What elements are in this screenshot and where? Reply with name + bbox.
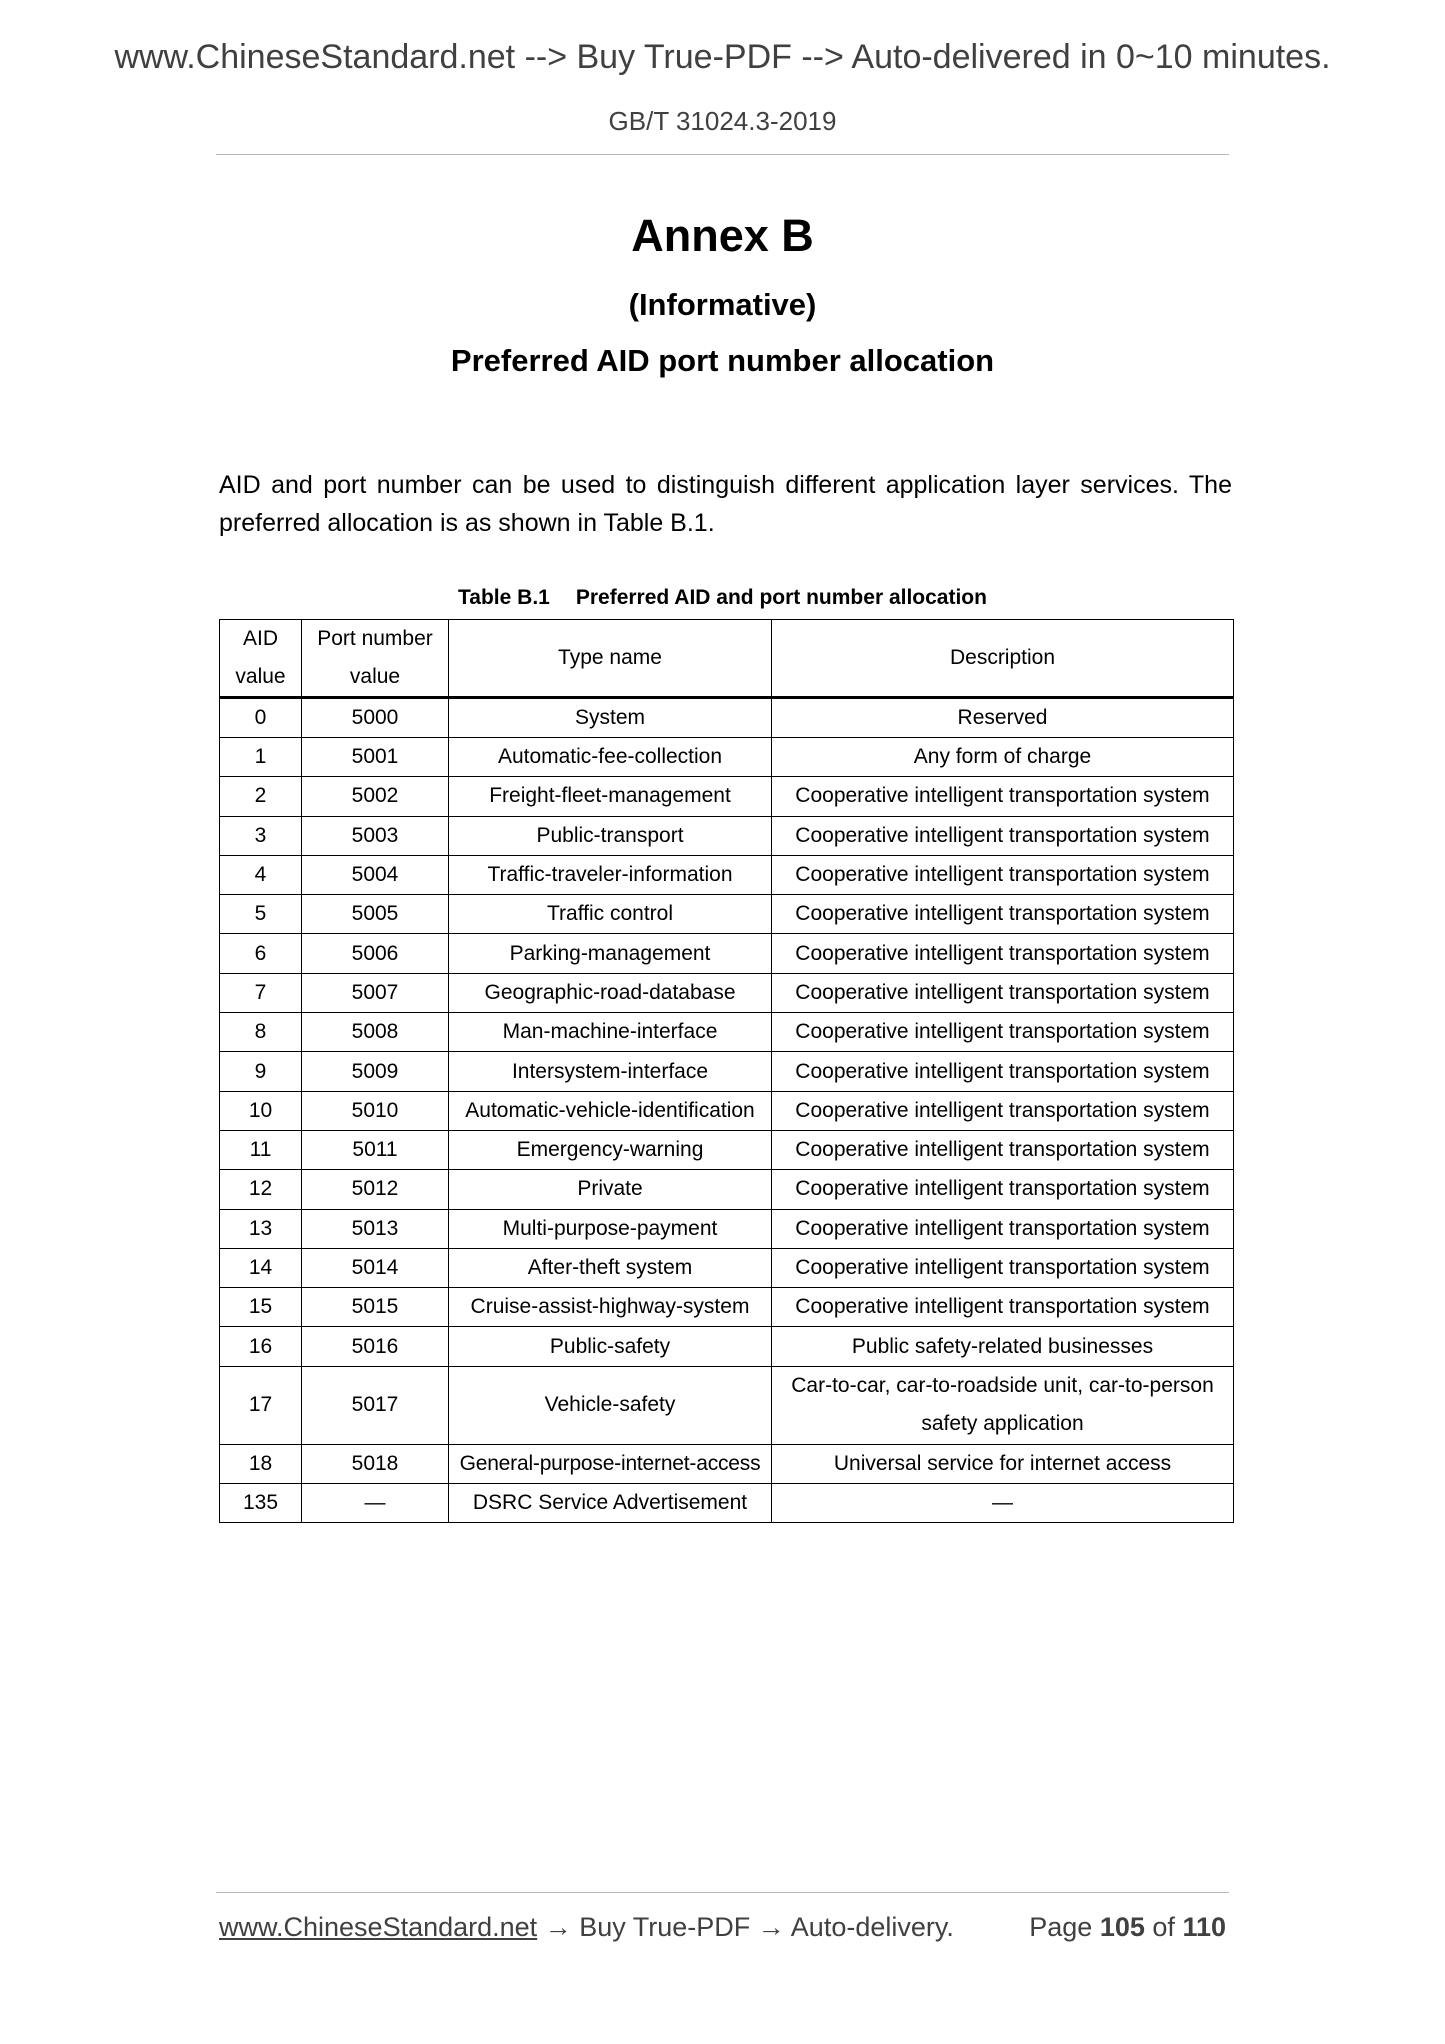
type-cell: Intersystem-interface bbox=[449, 1052, 772, 1091]
aid-cell: 16 bbox=[220, 1327, 302, 1366]
annex-heading: Preferred AID port number allocation bbox=[450, 343, 995, 378]
table-row bbox=[220, 1013, 1234, 1052]
header-port: Port number value bbox=[302, 620, 449, 698]
port-cell: 5005 bbox=[302, 895, 449, 934]
aid-cell: 13 bbox=[220, 1209, 302, 1248]
top-banner: www.ChineseStandard.net --> Buy True-PDF --> Auto-delivered in 0~10 minutes. bbox=[114, 38, 1331, 76]
aid-cell: 15 bbox=[220, 1288, 302, 1327]
port-cell: 5017 bbox=[302, 1366, 449, 1444]
table-row bbox=[220, 1366, 1234, 1444]
header-aid: AID value bbox=[220, 620, 302, 698]
aid-cell: 0 bbox=[220, 698, 302, 738]
table-row bbox=[220, 1484, 1234, 1523]
port-cell: 5006 bbox=[302, 934, 449, 973]
description-cell: Reserved bbox=[772, 698, 1234, 738]
port-cell: — bbox=[302, 1484, 449, 1523]
arrow-right-icon: → bbox=[544, 1912, 572, 1942]
description-cell: Cooperative intelligent transportation system bbox=[772, 777, 1234, 816]
port-cell: 5007 bbox=[302, 973, 449, 1012]
port-cell: 5010 bbox=[302, 1091, 449, 1130]
aid-cell: 2 bbox=[220, 777, 302, 816]
type-cell: Man-machine-interface bbox=[449, 1013, 772, 1052]
description-cell: Universal service for internet access bbox=[772, 1444, 1234, 1483]
description-cell: Cooperative intelligent transportation system bbox=[772, 895, 1234, 934]
table-row bbox=[220, 1091, 1234, 1130]
description-cell: Any form of charge bbox=[772, 738, 1234, 777]
table-row bbox=[220, 816, 1234, 855]
table-row bbox=[220, 1170, 1234, 1209]
annex-subtitle: (Informative) bbox=[628, 287, 817, 322]
type-cell: Automatic-fee-collection bbox=[449, 738, 772, 777]
table-caption-number: Table B.1 bbox=[458, 586, 550, 609]
aid-cell: 12 bbox=[220, 1170, 302, 1209]
type-cell: Geographic-road-database bbox=[449, 973, 772, 1012]
port-cell: 5004 bbox=[302, 855, 449, 894]
aid-cell: 7 bbox=[220, 973, 302, 1012]
table-row bbox=[220, 738, 1234, 777]
table-row bbox=[220, 855, 1234, 894]
type-cell: Parking-management bbox=[449, 934, 772, 973]
aid-cell: 10 bbox=[220, 1091, 302, 1130]
description-cell: Cooperative intelligent transportation system bbox=[772, 1130, 1234, 1169]
port-cell: 5012 bbox=[302, 1170, 449, 1209]
type-cell: Automatic-vehicle-identification bbox=[449, 1091, 772, 1130]
table-row bbox=[220, 777, 1234, 816]
table-row bbox=[220, 895, 1234, 934]
port-cell: 5002 bbox=[302, 777, 449, 816]
aid-cell: 8 bbox=[220, 1013, 302, 1052]
aid-cell: 9 bbox=[220, 1052, 302, 1091]
type-cell: Private bbox=[449, 1170, 772, 1209]
aid-cell: 17 bbox=[220, 1366, 302, 1444]
arrow-right-icon: → bbox=[757, 1912, 785, 1942]
intro-paragraph: AID and port number can be used to distinguish different application layer services. The preferred allocation is as shown in Table B.1. bbox=[219, 471, 1232, 537]
table-row bbox=[220, 1327, 1234, 1366]
port-cell: 5015 bbox=[302, 1288, 449, 1327]
of-label: of bbox=[1152, 1912, 1175, 1942]
description-cell: Cooperative intelligent transportation system bbox=[772, 934, 1234, 973]
port-cell: 5011 bbox=[302, 1130, 449, 1169]
page-number: 105 bbox=[1099, 1912, 1145, 1942]
type-cell: System bbox=[449, 698, 772, 738]
type-cell: Emergency-warning bbox=[449, 1130, 772, 1169]
table-caption bbox=[0, 586, 1445, 610]
type-cell: After-theft system bbox=[449, 1248, 772, 1287]
type-cell: Multi-purpose-payment bbox=[449, 1209, 772, 1248]
aid-cell: 135 bbox=[220, 1484, 302, 1523]
description-cell: Cooperative intelligent transportation system bbox=[772, 1288, 1234, 1327]
standard-code: GB/T 31024.3-2019 bbox=[608, 106, 837, 136]
table-row bbox=[220, 1052, 1234, 1091]
table-row bbox=[220, 1130, 1234, 1169]
type-cell: Cruise-assist-highway-system bbox=[449, 1288, 772, 1327]
table-row bbox=[220, 1248, 1234, 1287]
aid-cell: 14 bbox=[220, 1248, 302, 1287]
description-cell: Cooperative intelligent transportation system bbox=[772, 855, 1234, 894]
port-cell: 5013 bbox=[302, 1209, 449, 1248]
aid-cell: 3 bbox=[220, 816, 302, 855]
table-row bbox=[220, 1209, 1234, 1248]
aid-cell: 6 bbox=[220, 934, 302, 973]
type-cell: Freight-fleet-management bbox=[449, 777, 772, 816]
aid-cell: 4 bbox=[220, 855, 302, 894]
port-cell: 5001 bbox=[302, 738, 449, 777]
type-cell: General-purpose-internet-access bbox=[449, 1444, 772, 1483]
aid-port-table bbox=[219, 619, 1234, 1523]
header-description: Description bbox=[772, 620, 1234, 698]
type-cell: Traffic control bbox=[449, 895, 772, 934]
description-cell: Cooperative intelligent transportation system bbox=[772, 1248, 1234, 1287]
description-cell: Cooperative intelligent transportation system bbox=[772, 816, 1234, 855]
type-cell: Public-transport bbox=[449, 816, 772, 855]
aid-cell: 5 bbox=[220, 895, 302, 934]
type-cell: Public-safety bbox=[449, 1327, 772, 1366]
description-cell: Cooperative intelligent transportation system bbox=[772, 1091, 1234, 1130]
table-row bbox=[220, 1444, 1234, 1483]
aid-cell: 11 bbox=[220, 1130, 302, 1169]
table-row bbox=[220, 973, 1234, 1012]
footer-divider bbox=[216, 1892, 1229, 1893]
type-cell: Vehicle-safety bbox=[449, 1366, 772, 1444]
header-type: Type name bbox=[449, 620, 772, 698]
port-cell: 5009 bbox=[302, 1052, 449, 1091]
port-cell: 5014 bbox=[302, 1248, 449, 1287]
description-cell: Cooperative intelligent transportation system bbox=[772, 1170, 1234, 1209]
description-cell: Public safety-related businesses bbox=[772, 1327, 1234, 1366]
port-cell: 5016 bbox=[302, 1327, 449, 1366]
port-cell: 5008 bbox=[302, 1013, 449, 1052]
description-cell: Cooperative intelligent transportation system bbox=[772, 1052, 1234, 1091]
port-cell: 5000 bbox=[302, 698, 449, 738]
page-indicator bbox=[1029, 1912, 1226, 1943]
aid-cell: 1 bbox=[220, 738, 302, 777]
total-pages: 110 bbox=[1182, 1912, 1226, 1942]
description-cell: Cooperative intelligent transportation system bbox=[772, 1013, 1234, 1052]
table-header-row bbox=[220, 620, 1234, 698]
footer-delivery-text: Auto-delivery. bbox=[790, 1912, 954, 1942]
header-divider bbox=[216, 154, 1229, 155]
type-cell: Traffic-traveler-information bbox=[449, 855, 772, 894]
table-row bbox=[220, 934, 1234, 973]
table-row bbox=[220, 698, 1234, 738]
annex-title: Annex B bbox=[631, 210, 814, 261]
description-cell: Car-to-car, car-to-roadside unit, car-to-person safety application bbox=[772, 1366, 1234, 1444]
table-caption-title: Preferred AID and port number allocation bbox=[575, 586, 987, 609]
description-cell: Cooperative intelligent transportation system bbox=[772, 973, 1234, 1012]
description-cell: — bbox=[772, 1484, 1234, 1523]
page-label: Page bbox=[1029, 1912, 1093, 1942]
type-cell: DSRC Service Advertisement bbox=[449, 1484, 772, 1523]
table-row bbox=[220, 1288, 1234, 1327]
footer-site-link[interactable]: www.ChineseStandard.net bbox=[219, 1912, 538, 1942]
page-footer bbox=[219, 1912, 1229, 1943]
port-cell: 5018 bbox=[302, 1444, 449, 1483]
port-cell: 5003 bbox=[302, 816, 449, 855]
aid-cell: 18 bbox=[220, 1444, 302, 1483]
footer-buy-text: Buy True-PDF bbox=[579, 1912, 751, 1942]
description-cell: Cooperative intelligent transportation system bbox=[772, 1209, 1234, 1248]
